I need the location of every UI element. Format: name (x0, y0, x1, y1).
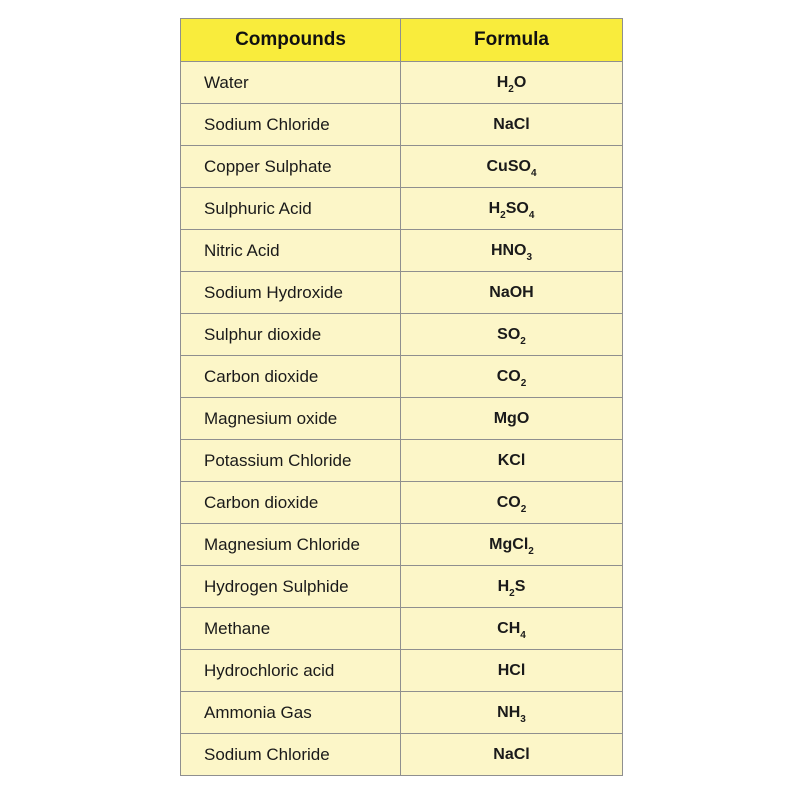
compound-name-cell: Sulphuric Acid (181, 188, 401, 230)
formula-cell (401, 608, 623, 650)
table-row (181, 692, 623, 734)
chemical-formula (489, 284, 533, 302)
compound-name-cell: Potassium Chloride (181, 440, 401, 482)
chemical-formula (489, 535, 534, 557)
compound-name-cell: Sodium Chloride (181, 734, 401, 776)
formula-cell (401, 356, 623, 398)
formula-cell (401, 314, 623, 356)
chemical-formula (498, 452, 526, 470)
formula-subscript: 4 (530, 167, 537, 179)
formula-text: H (497, 577, 510, 595)
formula-text: S (514, 577, 526, 595)
table-body (181, 62, 623, 776)
formula-text: NH (497, 703, 521, 721)
compound-name-cell: Sodium Chloride (181, 104, 401, 146)
chemical-formula (497, 325, 526, 347)
table-row (181, 62, 623, 104)
formula-subscript: 2 (500, 209, 506, 221)
formula-subscript: 3 (520, 713, 526, 725)
chemical-formula (497, 577, 526, 599)
table-row (181, 608, 623, 650)
chemical-formula (488, 199, 535, 221)
formula-subscript: 2 (520, 377, 527, 389)
compound-name-cell: Copper Sulphate (181, 146, 401, 188)
compound-name-cell: Carbon dioxide (181, 356, 401, 398)
compounds-table-container (180, 18, 622, 780)
chemical-formula (496, 73, 527, 95)
formula-text: CuSO (486, 157, 531, 175)
chemical-formula (493, 746, 529, 764)
formula-text: SO (505, 199, 529, 217)
formula-text: H (496, 73, 509, 91)
formula-cell (401, 524, 623, 566)
formula-cell (401, 398, 623, 440)
formula-subscript: 4 (520, 629, 526, 641)
formula-text: CO (496, 493, 521, 511)
compound-name-cell: Carbon dioxide (181, 482, 401, 524)
table-row (181, 230, 623, 272)
compound-name-cell: Hydrogen Sulphide (181, 566, 401, 608)
table-row (181, 356, 623, 398)
formula-cell (401, 104, 623, 146)
table-row (181, 314, 623, 356)
formula-text: KCl (497, 451, 526, 469)
compound-name-cell: Magnesium Chloride (181, 524, 401, 566)
formula-text: MgO (493, 409, 530, 427)
formula-text: NaCl (493, 115, 530, 133)
chemical-formula (497, 703, 526, 725)
formula-text: NaCl (493, 745, 530, 763)
formula-cell (401, 188, 623, 230)
formula-text: H (488, 199, 501, 217)
formula-text: NaOH (489, 283, 534, 301)
chemical-formula (496, 493, 527, 515)
formula-cell (401, 482, 623, 524)
chemical-formula (498, 662, 526, 680)
compound-name-cell: Water (181, 62, 401, 104)
compound-name-cell: Sodium Hydroxide (181, 272, 401, 314)
formula-cell (401, 146, 623, 188)
formula-subscript: 2 (509, 587, 515, 599)
chemical-formula (497, 619, 526, 641)
table-row (181, 188, 623, 230)
formula-text: SO (497, 325, 521, 343)
header-formula: Formula (401, 19, 623, 62)
chemical-formula (486, 157, 537, 179)
table-row (181, 272, 623, 314)
formula-cell (401, 62, 623, 104)
table-row (181, 398, 623, 440)
compound-name-cell: Hydrochloric acid (181, 650, 401, 692)
formula-subscript: 3 (526, 251, 533, 263)
compound-name-cell: Methane (181, 608, 401, 650)
formula-text: HNO (490, 241, 527, 259)
table-row (181, 104, 623, 146)
table-row (181, 734, 623, 776)
header-row (181, 19, 623, 62)
formula-cell (401, 440, 623, 482)
formula-text: HCl (497, 661, 526, 679)
compound-name-cell: Sulphur dioxide (181, 314, 401, 356)
formula-cell (401, 230, 623, 272)
formula-cell (401, 692, 623, 734)
compound-name-cell: Nitric Acid (181, 230, 401, 272)
formula-text: CH (497, 619, 521, 637)
formula-subscript: 2 (528, 545, 534, 557)
compound-name-cell: Ammonia Gas (181, 692, 401, 734)
formula-subscript: 2 (520, 503, 527, 515)
compounds-table (180, 18, 623, 776)
header-compounds: Compounds (181, 19, 401, 62)
compound-name-cell: Magnesium oxide (181, 398, 401, 440)
formula-text: MgCl (489, 535, 529, 553)
table-row (181, 566, 623, 608)
formula-text: CO (496, 367, 521, 385)
formula-cell (401, 734, 623, 776)
table-row (181, 524, 623, 566)
formula-cell (401, 272, 623, 314)
formula-text: O (513, 73, 527, 91)
formula-subscript: 4 (528, 209, 535, 221)
formula-subscript: 2 (520, 335, 526, 347)
chemical-formula (494, 410, 530, 428)
chemical-formula (496, 367, 527, 389)
table-row (181, 440, 623, 482)
formula-subscript: 2 (508, 83, 514, 95)
table-row (181, 146, 623, 188)
formula-cell (401, 566, 623, 608)
chemical-formula (490, 241, 533, 263)
table-row (181, 650, 623, 692)
table-row (181, 482, 623, 524)
formula-cell (401, 650, 623, 692)
chemical-formula (493, 116, 529, 134)
